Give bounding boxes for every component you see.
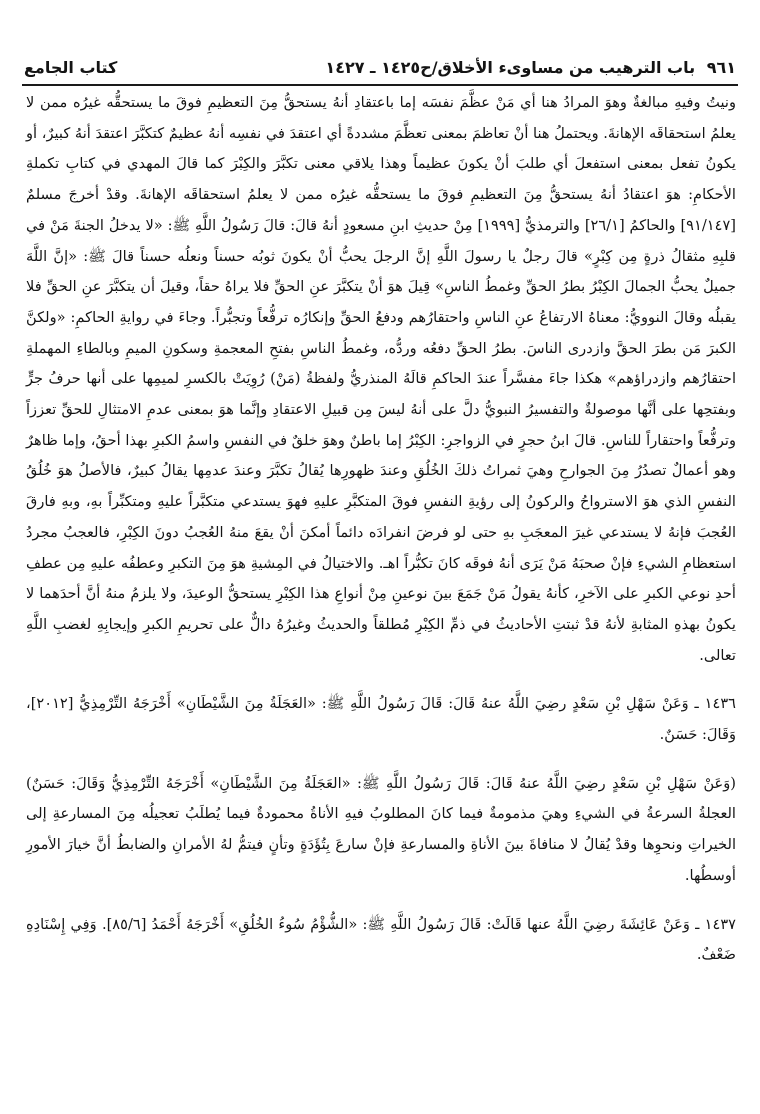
running-title (325, 58, 736, 77)
page-header (22, 50, 738, 86)
page-number: ٩٦١ (706, 58, 736, 77)
commentary-paragraph: ونيتُ وفيهِ مبالغةٌ وهوَ المرادُ هنا أي مَنْ عظَّمَ نفسَه إما باعتقادِ أنهُ يستحقُّ مِنَ التعظيمِ فوقَ ما يستحقُّه غيرُه ممن لا يعلمُ استحقاقَه الإهانةَ. ويحتملُ هنا أنْ تعاظمَ بمعنى تعظَّمَ مشددةً أي اعتقدَ في نفسِه أنهُ عظيمٌ كتكبَّرَ اعتقدَ أنهُ كبيرٌ، أو يكونُ تفعل بمعنى استفعلَ أي طلبَ أنْ يكونَ عظيماً وهذا يلاقي معنى تكبَّرَ والكِبْرَ كما قالَ المهدي في كتابِ تكملةِ الأحكامِ: هوَ اعتقادُ أنهُ يستحقُّ مِنَ التعظيمِ فوقَ ما يستحقُّه غيرُه ممن لا يعلمُ استحقاقَه الإهانةَ. وقدْ أخرجَ مسلمٌ [٩١/١٤٧] والحاكمُ [٢٦/١] والترمذيُّ [١٩٩٩] مِنْ حديثِ ابنِ مسعودٍ أنهُ قالَ: قالَ رَسُولُ اللَّهِ ﷺ: «لا يدخلُ الجنةَ مَنْ في قلبِهِ مثقالُ ذرةٍ مِن كِبْرٍ» قالَ رجلٌ يا رسولَ اللَّهِ إنَّ الرجلَ يحبُّ أنْ يكونَ ثوبُه حسناً ونعلُه حسناً قالَ ﷺ: «إنَّ اللَّهَ جميلٌ يحبُّ الجمالَ الكِبْرُ بطرُ الحقِّ وغمطُ الناسِ» قِيلَ هوَ أنْ يتكبَّرَ عنِ الحقِّ فلا يراهُ حقاً، وقيلَ أن يتكبَّرَ عنِ الحقِّ فلا يقبلُه وقالَ النوويُّ: معناهُ الارتفاعُ عنِ الناسِ واحتقارُهم ودفعُ الحقِّ وإنكارُه ترفُّعاً وتجبُّراً. وجاءَ في روايةِ الحاكمِ: «ولكنَّ الكبرَ مَن بطرَ الحقَّ وازدرى الناسَ. بطرُ الحقِّ دفعُه وردُّه، وغمطُ الناسِ بفتحِ المعجمةِ وسكونِ الميمِ وبالطاءِ المهملةِ احتقارُهم وازدراؤهم» هكذا جاءَ مفسَّراً عندَ الحاكمِ قالَهُ المنذريُّ ولفظةُ (مَنْ) رُوِيَتْ بالكسرِ لميمِها على أنها حرفُ جرٍّ وبفتحِها على أنَّها موصولةٌ والتفسيرُ النبويُّ دلَّ على أنهُ ليسَ مِن قبيلِ الاعتقادِ وإنَّما هوَ بمعنى عدمِ الامتثالِ للحقِّ تعززاً وترفُّعاً واحتقاراً للناسِ. قالَ ابنُ حجرٍ في الزواجرِ: الكِبْرُ إما باطنٌ وهوَ خلقٌ في النفسِ واسمُ الكبرِ بهذا أحقُ، وإما ظاهرٌ وهو أعمالٌ تصدُرُ مِنَ الجوارحِ وهيَ ثمراتُ ذلكَ الخُلُقِ وعندَ ظهورِها يُقالُ تكبَّرَ وعندَ عدمِها يقالُ كبيرٌ، فالأصلُ هوَ خُلُقُ النفسِ الذي هوَ الاسترواحُ والركونُ إلى رؤيةِ النفسِ فوقَ المتكبَّرِ عليهِ فهوَ يستدعي متكبَّراً عليهِ ومتكبِّراً بهِ، وبهِ فارقَ العُجبَ فإنهُ لا يستدعي غيرَ المعجَبِ بهِ حتى لو فرضَ انفرادَه دائماً أمكنَ أنْ يقعَ منهُ العُجبُ دونَ الكِبْرِ، فالعجبُ مجردُ استعظامِ الشيءِ فإنْ صحبَهُ مَنْ يَرَى أنهُ فوقَه كانَ تكبُّراً اهـ. والاختيالُ في المِشيةِ هوَ مِنَ التكبرِ وعطفُه عليهِ مِن عطفِ أحدِ نوعي الكبرِ على الآخرِ، كأنهُ يقولُ مَنْ جَمَعَ بينَ نوعينِ مِنْ أنواعِ هذا الكِبْرِ يستحقُّ الوعيدَ، ولا يلزمُ منهُ أنَّ أحدَهما لا يكونُ بهذهِ المثابةِ لأنهُ قدْ ثبتتِ الأحاديثُ في ذمِّ الكِبْرِ مُطلقاً والحديثُ وغيرُهُ دالٌّ على تحريمِ الكبرِ وإيجابِهِ لغضبِ اللَّهِ تعالى. (26, 94, 736, 664)
hadith-1437: ١٤٣٧ ـ وَعَنْ عَائِشَةَ رضِيَ اللَّهُ عنها قَالَتْ: قَالَ رَسُولُ اللَّهِ ﷺ: «الشُّؤْمُ سُوءُ الخُلُقِ» أَخْرَجَهُ أَحْمَدُ [٨٥/٦]. وَفِي إِسْنَادِهِ ضَعْفٌ. (26, 915, 736, 964)
hadith-1436: ١٤٣٦ ـ وَعَنْ سَهْلِ بْنِ سَعْدٍ رضِيَ اللَّهُ عنهُ قَالَ: قَالَ رَسُولُ اللَّهِ ﷺ: «العَجَلَةُ مِنَ الشَّيْطَانِ» أَخْرَجَهُ التِّرْمِذِيُّ [٢٠١٢]، وَقَالَ: حَسَنٌ. (26, 695, 736, 744)
page-body (26, 88, 736, 971)
hadith-1436-commentary: (وَعَنْ سَهْلِ بْنِ سَعْدٍ رضِيَ اللَّهُ عنهُ قَالَ: قَالَ رَسُولُ اللَّهِ ﷺ: «العَجَلَةُ مِنَ الشَّيْطَانِ» أَخْرَجَهُ التِّرْمِذِيُّ وَقَالَ: حَسَنٌ) العجلةُ السرعةُ في الشيءِ وهيَ مذمومةٌ فيما كانَ المطلوبُ فيهِ الأناةُ محمودةٌ فيما يُطلَبُ تعجيلُه مِنَ المسارعةِ إلى الخيراتِ ونحوِها وقدْ يُقالُ لا منافاةَ بينَ الأناةِ والمسارعةِ فإنْ سارعَ بِتُؤَدَةٍ وتأنٍ فيتمُّ لهُ الأمرانِ والضابطُ أنَّ خيارَ الأمورِ أوسطُها. (26, 774, 736, 884)
chapter-title: باب الترهيب من مساوىء الأخلاق/ح١٤٢٥ ـ ١٤٢٧ (325, 58, 696, 77)
book-title: كتاب الجامع (24, 58, 118, 77)
